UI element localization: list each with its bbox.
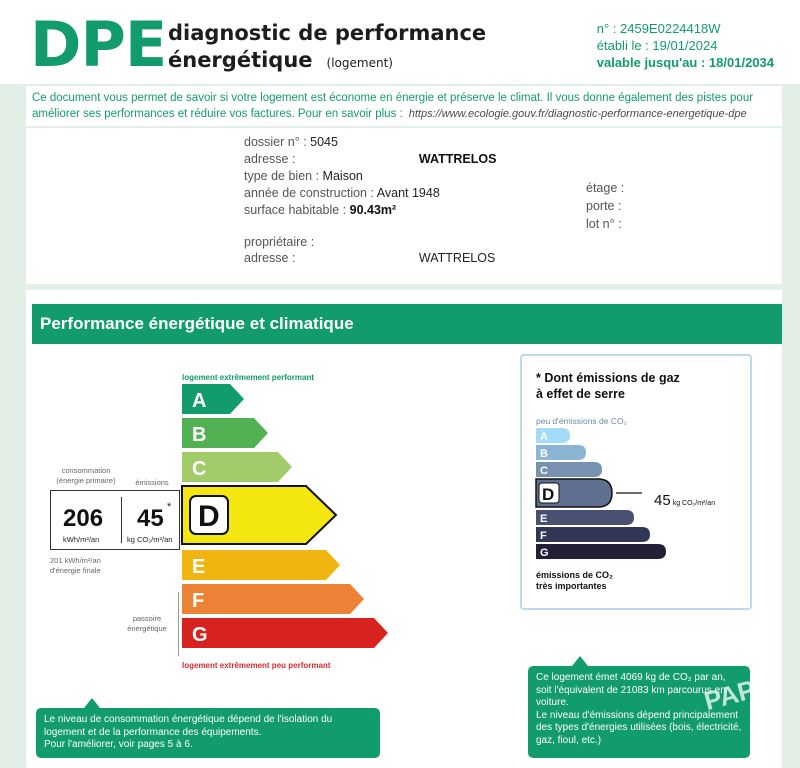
ges-class-letter: B	[540, 448, 548, 460]
emissions-header: émissions	[135, 478, 169, 487]
emissions-value: 45	[137, 505, 164, 532]
emissions-star: *	[167, 501, 172, 513]
ges-class-b	[536, 445, 586, 460]
energy-class-letter: A	[192, 390, 207, 412]
ges-class-a	[536, 428, 570, 443]
ges-class-c	[536, 462, 602, 477]
consumption-unit: kWh/m²/an	[63, 535, 100, 544]
adresse2-value: WATTRELOS	[418, 251, 496, 265]
ges-title: * Dont émissions de gaz à effet de serre	[536, 371, 680, 401]
energy-class-letter: F	[192, 590, 205, 612]
energy-bottom-label: logement extrêmement peu performant	[182, 661, 331, 670]
surface-label: surface habitable :	[244, 203, 347, 217]
lot-label: lot n° :	[586, 217, 622, 231]
ges-class-d	[536, 479, 642, 507]
tip-left-arrow	[84, 698, 100, 708]
dpe-logo: DPE	[30, 8, 167, 81]
ges-unit: kg CO₂/m²/an	[672, 500, 716, 507]
porte-label: porte :	[586, 199, 622, 213]
ges-class-letter: C	[540, 465, 548, 477]
dossier-value: 5045	[310, 135, 338, 149]
info-link[interactable]: https://www.ecologie.gouv.fr/diagnostic-performance-energetique-dpe	[408, 108, 747, 120]
performance-title: Performance énergétique et climatique	[32, 304, 782, 344]
consumption-value: 206	[63, 505, 104, 532]
annee-value: Avant 1948	[376, 186, 440, 200]
emissions-unit: kg CO₂/m²/an	[127, 535, 173, 544]
energy-class-letter: D	[198, 500, 220, 533]
energy-class-letter: C	[192, 458, 207, 480]
consumption-header: consommation (énergie primaire)	[56, 466, 116, 485]
ges-class-g	[536, 544, 666, 559]
ges-class-letter: D	[542, 485, 555, 504]
energy-top-label: logement extrêmement performant	[182, 373, 315, 382]
title-subtitle: (logement)	[326, 56, 393, 70]
ges-class-letter: A	[540, 431, 548, 443]
energy-class-letter: B	[192, 424, 207, 446]
ges-class-f	[536, 527, 650, 542]
adresse-value: WATTRELOS	[418, 152, 497, 166]
passoire-label: passoire énergétique	[127, 614, 167, 633]
type-value: Maison	[322, 169, 363, 183]
type-label: type de bien :	[244, 169, 320, 183]
consumption-tip: Le niveau de consommation énergétique dépend de l'isolation du logement et de la performance des équipements. Pour l'améliorer, voir pages 5 à 6.	[36, 708, 380, 758]
watermark: PAP	[700, 673, 759, 717]
intro-paragraph: Ce document vous permet de savoir si votre logement est économe en énergie et préserve le climat. Il vous donne également des pistes pour améliorer ses performances et réduire vos factures. Pour en savoir plus :	[32, 92, 754, 120]
ges-class-e	[536, 510, 634, 525]
ges-class-letter: F	[540, 530, 547, 542]
title-line-1: diagnostic de performance	[168, 21, 487, 45]
valid-until: valable jusqu'au : 18/01/2034	[596, 55, 774, 70]
surface-value: 90.43m²	[349, 203, 397, 217]
adresse2-label: adresse :	[244, 251, 296, 265]
annee-label: année de construction :	[244, 186, 374, 200]
ges-class-letter: E	[540, 513, 548, 525]
tip-right-arrow	[572, 656, 588, 666]
energy-class-letter: G	[192, 624, 208, 646]
ges-top-label: peu d'émissions de CO₂	[536, 416, 627, 426]
final-energy: 201 kWh/m²/an d'énergie finale	[50, 556, 101, 575]
adresse-label: adresse :	[244, 152, 296, 166]
document-number: n° : 2459E0224418W	[596, 21, 721, 36]
energy-class-letter: E	[192, 556, 206, 578]
emissions-tip: Ce logement émet 4069 kg de CO₂ par an, soit l'équivalent de 21083 km parcourus en voiture. Le niveau d'émissions dépend principalement des types d'énergies utilisées (bois, électricité, gaz, fioul, etc.)	[528, 666, 750, 758]
etage-label: étage :	[586, 181, 625, 195]
ges-class-letter: G	[540, 547, 549, 559]
established-date: établi le : 19/01/2024	[596, 38, 718, 53]
title-line-2: énergétique	[168, 48, 313, 72]
ges-value: 45 kg CO₂/m²/an	[654, 492, 716, 509]
proprietaire-label: propriétaire :	[244, 235, 315, 249]
dossier-label: dossier n° :	[244, 135, 307, 149]
ges-bottom-label: émissions de CO₂ très importantes	[536, 570, 614, 591]
